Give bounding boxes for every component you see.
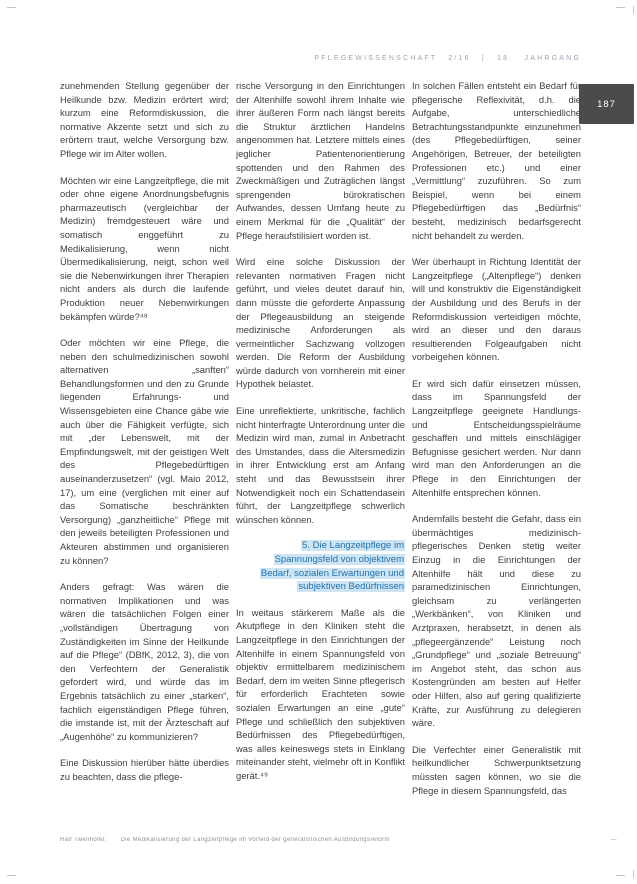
column-2 [236,79,405,841]
paragraph: Anders gefragt: Was wären die normativen Implikationen und was wären die tatsächlichen Folgen einer „vollständigen Übertragung von Zuständigkeiten im Sinne der Heilkunde auf die Pflege“ (DBfK, 2012, 3), die von den Verfechtern der Generalistik gefordert wird, und würde das im Ergebnis tatsächlich zu einer „starken“, fachlich eigenständigen Pflege führen, die imstande ist, mit der Ärzteschaft auf „Augenhöhe“ zu kommunizieren? [60,581,229,742]
column-1 [60,79,229,841]
crop-mark [633,6,634,14]
paragraph: Wer überhaupt in Richtung Identität der Langzeitpflege („Altenpflege“) denken will und konstruktiv die Eigenständigkeit der Ausbildung und des Berufs in der Reformdiskussion verteidigen möchte, wird an dieser und den daraus resultierenden Folgeaufgaben nicht vorbeigehen können. [412,256,581,363]
section-heading [236,539,405,593]
paragraph: Er wird sich dafür einsetzen müssen, dass im Spannungsfeld der Langzeitpflege geeignete Handlungs- und Entscheidungsspielräume geschaffen und mittels einschlägiger Befugnisse gesichert werden. Nur dann wird man den Anforderungen an die Pflege in den Einrichtungen der Altenhilfe entsprechen können. [412,377,581,498]
footer-article-title: Die Medikalisierung der Langzeitpflege im Vorfeld der generalistischen Ausbildungsreform [120,837,390,843]
paragraph: Eine unreflektierte, unkritische, fachlich nicht hinterfragte Unterordnung unter die Medizin wird man, zumal in Anbetracht des Umstandes, dass die Altersmedizin in ihrer Entwicklung erst am Anfang steht und das Bewusstsein ihrer Notwendigkeit noch ein Schattendasein führt, der Langzeitpflege schwerlich wünschen können. [236,405,405,525]
crop-mark [616,7,625,8]
section-heading-line: Spannungsfeld von objektivem [274,554,404,565]
paragraph: Eine Diskussion hierüber hätte überdies zu beachten, dass die pflege- [60,757,229,782]
footer-author: Ralf Twenhöfel: [60,837,107,843]
section-heading-line: 5. Die Langzeitpflege im [302,540,404,552]
crop-mark [7,7,16,8]
paragraph: Die Verfechter einer Generalistik mit heilkundlicher Schwerpunktsetzung müssten sagen können, wo sie die Pflege in diesem Spannungsfeld, das [412,743,581,796]
column-3 [412,79,581,841]
paragraph: Andernfalls besteht die Gefahr, dass ein übermächtiges medizinisch-pflegerisches Denken stetig weiter Einzug in die Einrichtungen der Altenhilfe hält und diese zu paramedizinischen Einrichtungen, gleichsam zu verlängerten „Werkbänken“, von Kliniken und Arztpraxen, herabsetzt, in denen als „pflegeergänzende“ Leistung noch „Grundpflege“ und „soziale Betreuung“ im Angebot steht, das schon aus Kostengründen am besten auf Helfer oder Hilfen, also auf gering qualifizierte Kräfte, zur Ausführung zu delegieren wäre. [412,513,581,729]
paragraph: Oder möchten wir eine Pflege, die neben den schulmedizinischen sowohl alternativen „sanften“ Behandlungsformen und den zu Grunde liegenden Erfahrungs- und Wissensgebieten eine Chance gäbe wie auch über die Fähigkeit verfügte, sich mit „der Lebenswelt, mit der Empfindungswelt, mit der geistigen Welt des Pflegebedürftigen auseinanderzusetzen“ (vgl. Maio 2012, 17), um eine (verglichen mit einer auf das Somatische beschränkten Versorgung) „ganzheitliche“ Pflege mit den jeweils beteiligten Professionen und Akteuren abstimmen und organisieren zu können? [60,337,229,566]
paragraph: Wird eine solche Diskussion der relevanten normativen Fragen nicht geführt, und vieles deutet darauf hin, dann müsste die geforderte Anpassung der Pflegeausbildung an steigende medizinische Anforderungen als vermeintlicher Sachzwang vollzogen werden. Die Reform der Ausbildung würde dadurch von vornherein mit einer Hypothek belastet. [236,256,405,390]
crop-mark [633,870,634,878]
section-heading-line: subjektiven Bedürfnissen [298,581,404,593]
paragraph: rische Versorgung in den Einrichtungen der Altenhilfe sowohl ihrem Inhalte wie ihrer äußeren Form nach längst bereits die Struktur ärztlichen Handelns angenommen hat. Letztere mittels eines jeglicher Patientenorientierung spottenden und den Rahmen des Zweckmäßigen und Zuträglichen längst sprengenden bürokratischen Aufwandes, dessen Umfang heute zu einem Merkmal für die „Qualität“ der Pflege heraufstilisiert worden ist. [236,80,405,241]
paragraph: In weitaus stärkerem Maße als die Akutpflege in den Kliniken steht die Langzeitpflege in den Einrichtungen der Altenhilfe in einem Spannungsfeld von objektiv ermittelbarem medizinischem Bedarf, dem im weiten Sinne pflegerisch für erforderlich Erachteten sowie sozialen Erwartungen an eine „gute“ Pflege und schließlich den subjektiven Bedürfnissen des Pflegebedürftigen, was alles keineswegs stets in Einklang miteinander steht, vielmehr oft in Konflikt gerät.⁴⁹ [236,606,405,781]
paragraph: Möchten wir eine Langzeitpflege, die mit oder ohne eigene Anordnungsbefugnis pharmazeutisch (vergleichbar der Medizin) fremdgesteuert wäre und somatisch enggeführt zu Medikalisierung, wenn nicht Übermedikalisierung, neigt, schon weil sie die Nebenwirkungen ihrer Therapien nicht anders als durch die laufende Produktion neuer Nebenwirkungen bekämpfen würde?⁴⁸ [60,174,229,322]
footer-end-mark: — [610,837,617,843]
running-footer [60,837,617,843]
section-heading-line: Bedarf, sozialen Erwartungen und [260,567,404,579]
paragraph: zunehmenden Stellung gegenüber der Heilkunde bzw. Medizin erörtert wird; kurzum eine Reformdiskussion, die normative Akzente setzt und sich zu erörtern traut, welche Versorgung bzw. Pflege wir im Alter wollen. [60,80,229,159]
page-number-badge: 187 [579,84,634,124]
crop-mark [7,875,16,876]
paragraph: In solchen Fällen entsteht ein Bedarf für pflegerische Reflexivität, d.h. die Aufgabe, unterschiedliche Betrachtungsstandpunkte einzunehmen (des Pflegebedürftigen, seiner Angehörigen, Betreuer, der beteiligten Professionen etc.) und einer „Vermittlung“ zuzuführen. So zum Beispiel, wenn bei einem Pflegebedürftigen das „Bedürfnis“ besteht, medizinisch bedarfsgerecht nicht behandelt zu werden. [412,80,581,241]
article-body [60,79,581,841]
crop-mark [616,875,625,876]
running-header: PFLEGEWISSENSCHAFT 2/16 | 18. JAHRGANG [314,55,581,62]
